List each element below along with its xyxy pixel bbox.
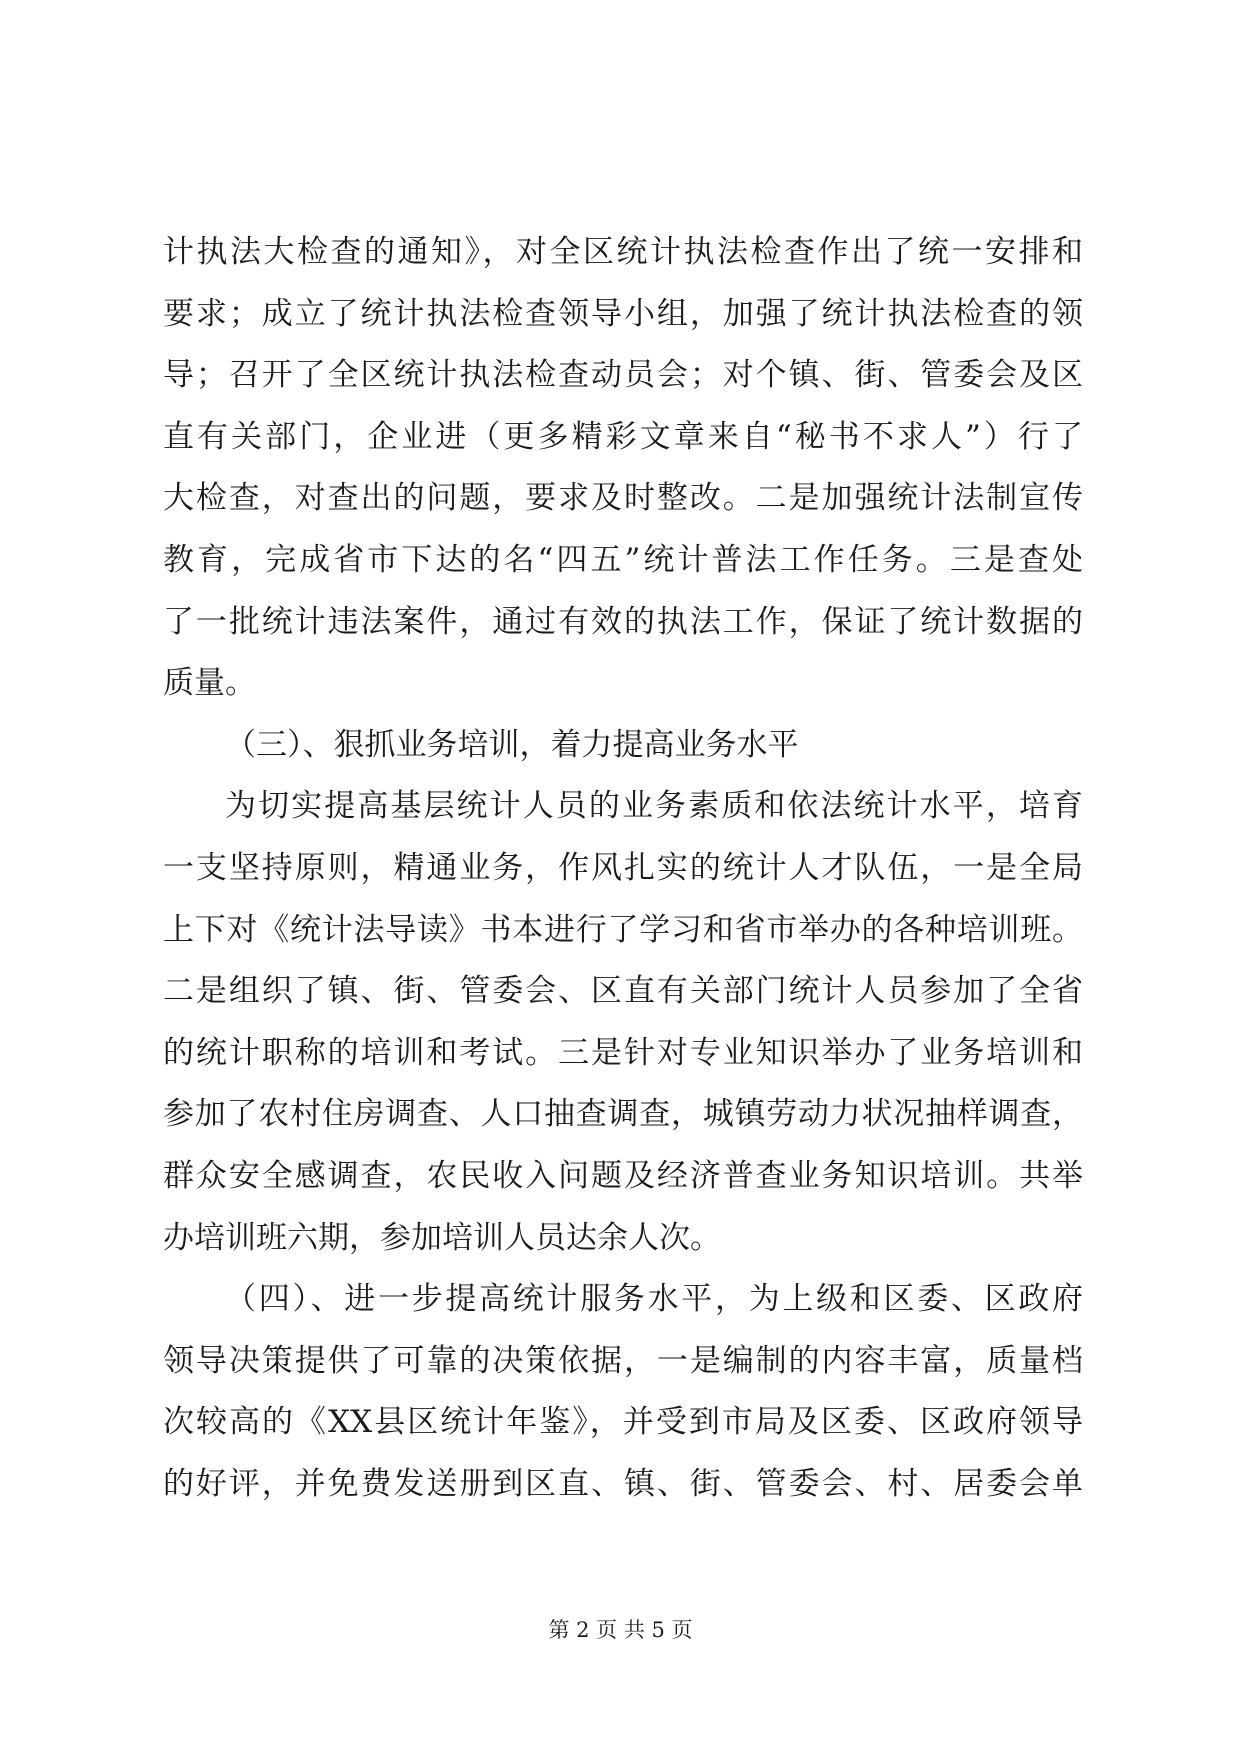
text-line: 一支坚持原则，精通业务，作风扎实的统计人才队伍，一是全局	[163, 849, 1083, 886]
text-line: 计执法大检查的通知》，对全区统计执法检查作出了统一安排和	[163, 234, 1083, 270]
text-line: 次较高的《XX县区统计年鉴》，并受到市局及区委、区政府领导	[163, 1404, 1083, 1441]
text-line: 二是组织了镇、街、管委会、区直有关部门统计人员参加了全省	[163, 973, 1083, 1010]
text-line: 直有关部门，企业进（更多精彩文章来自“秘书不求人”）行了	[163, 418, 1083, 455]
page-number-footer: 第 2 页 共 5 页	[548, 1618, 693, 1642]
text-line: 领导决策提供了可靠的决策依据，一是编制的内容丰富，质量档	[163, 1342, 1083, 1379]
text-line: 大检查，对查出的问题，要求及时整改。二是加强统计法制宣传	[163, 480, 1083, 517]
text-line: 参加了农村住房调查、人口抽查调查，城镇劳动力状况抽样调查，	[163, 1096, 1083, 1133]
text-line: 教育，完成省市下达的名“四五”统计普法工作任务。三是查处	[163, 541, 1083, 578]
text-line: 上下对《统计法导读》书本进行了学习和省市举办的各种培训班。	[163, 911, 1083, 948]
text-line: 的好评，并免费发送册到区直、镇、街、管委会、村、居委会单	[163, 1465, 1083, 1502]
text-line: 为切实提高基层统计人员的业务素质和依法统计水平，培育	[225, 788, 1083, 825]
text-line: 了一批统计违法案件，通过有效的执法工作，保证了统计数据的	[163, 603, 1083, 640]
text-line: 质量。	[163, 665, 256, 702]
text-line: 办培训班六期，参加培训人员达余人次。	[163, 1219, 721, 1256]
text-line: 导；召开了全区统计执法检查动员会；对个镇、街、管委会及区	[163, 357, 1083, 394]
document-body	[163, 222, 1083, 1515]
text-line: （三）、狠抓业务培训，着力提高业务水平	[225, 726, 799, 763]
text-line: 的统计职称的培训和考试。三是针对专业知识举办了业务培训和	[163, 1034, 1083, 1071]
text-line: （四）、进一步提高统计服务水平，为上级和区委、区政府	[225, 1281, 1083, 1318]
text-line: 群众安全感调查，农民收入问题及经济普查业务知识培训。共举	[163, 1157, 1083, 1194]
text-line: 要求；成立了统计执法检查领导小组，加强了统计执法检查的领	[163, 295, 1083, 332]
